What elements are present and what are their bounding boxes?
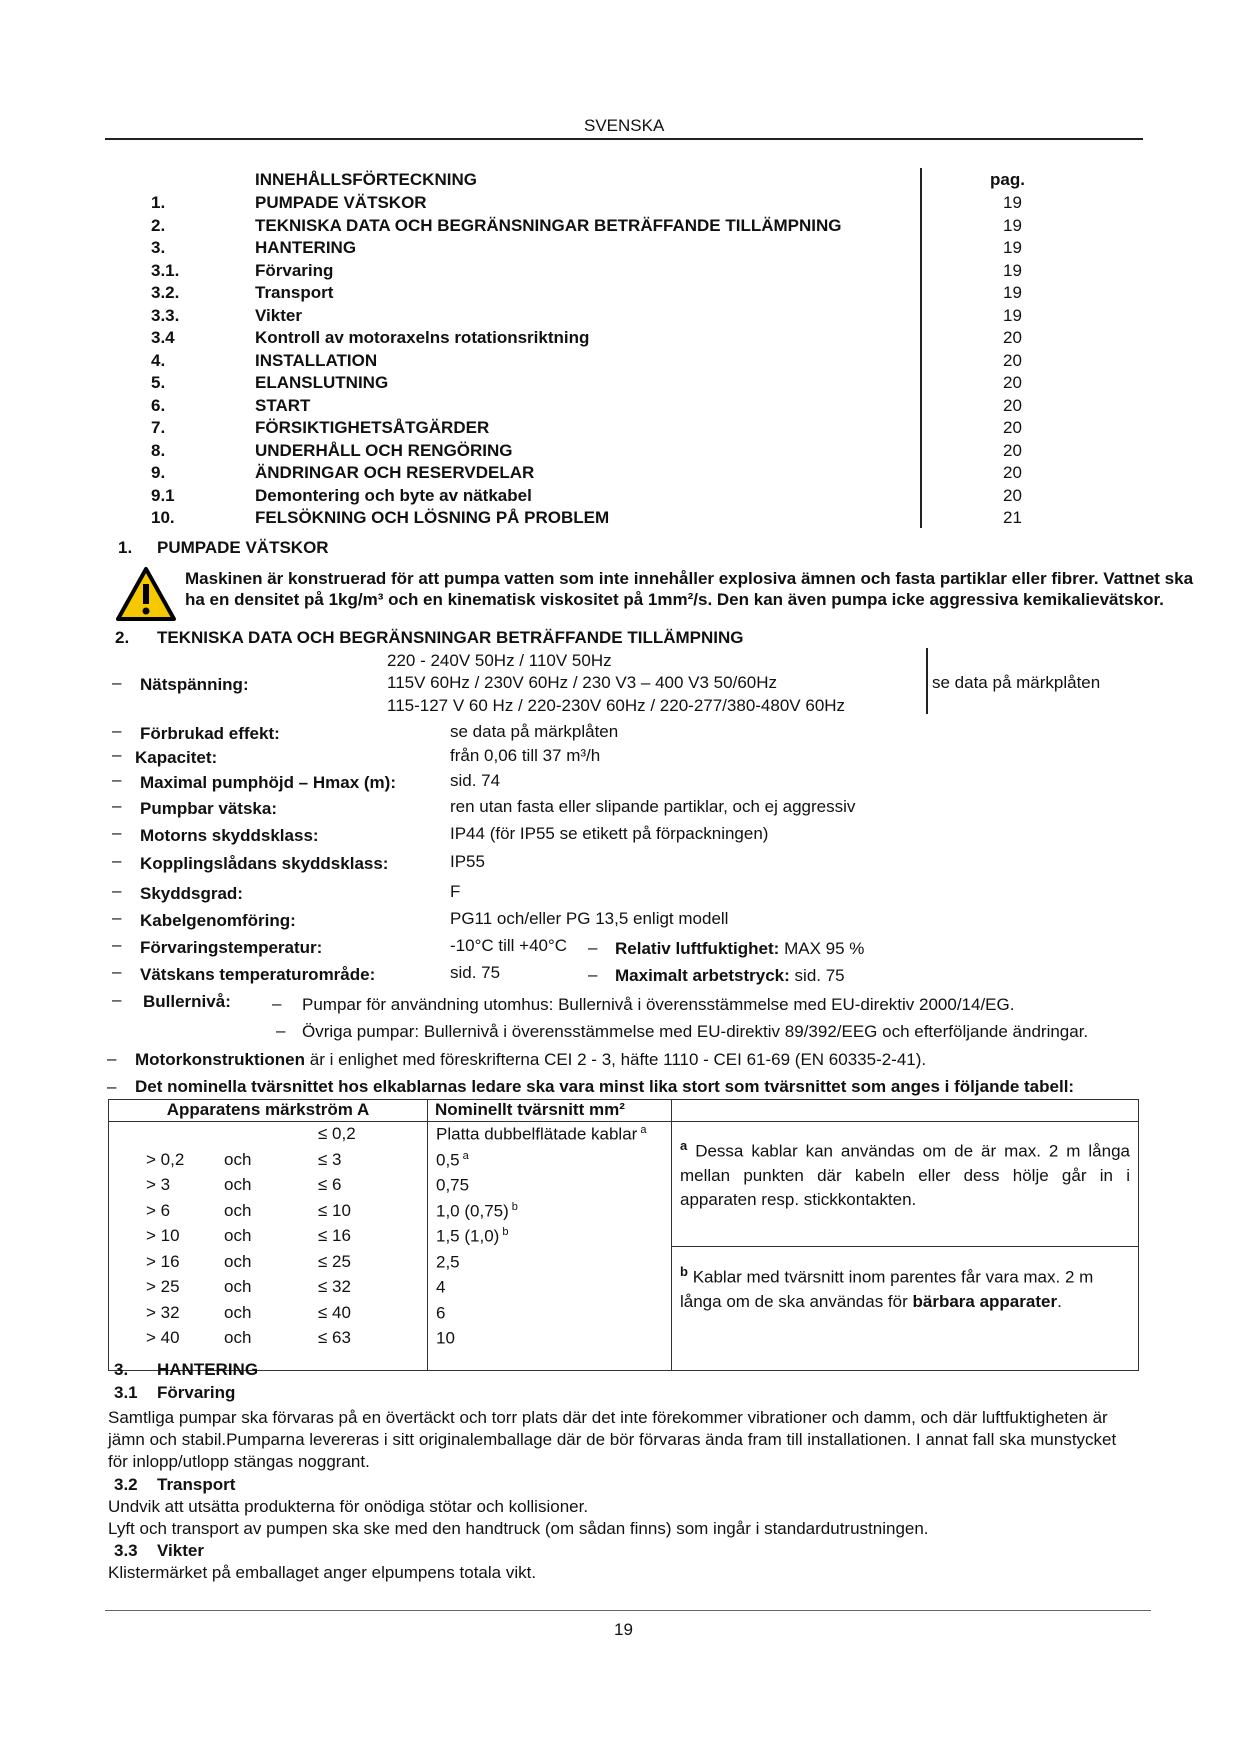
dash-bullet: – [112, 770, 122, 789]
noise-label: Bullernivå: [143, 992, 231, 1011]
section-value-cell [436, 1175, 472, 1196]
toc-number: 5. [151, 373, 166, 392]
current-to: ≤ 40 [318, 1302, 351, 1322]
toc-row [0, 351, 1241, 373]
note-b-text: Kablar med tvärsnitt inom parentes får vara max. 2 m långa om de ska användas för [680, 1267, 1094, 1311]
language-header: SVENSKA [584, 116, 665, 135]
dash-bullet: – [112, 935, 122, 954]
page-number: 19 [614, 1620, 633, 1639]
toc-row [0, 463, 1241, 485]
section-value-cell [436, 1252, 463, 1273]
s2-title: TEKNISKA DATA OCH BEGRÄNSNINGAR BETRÄFFANDE TILLÄMPNING [157, 628, 744, 647]
warning-triangle-icon [115, 566, 177, 622]
spec-label: Vätskans temperaturområde: [140, 965, 376, 984]
current-to: ≤ 10 [318, 1200, 351, 1220]
toc-row [0, 193, 1241, 215]
toc-entry-title: Kontroll av motoraxelns rotationsriktning [255, 328, 590, 347]
toc-page: 19 [1003, 238, 1022, 257]
section-value: 4 [436, 1277, 446, 1297]
humidity-value: MAX 95 % [784, 939, 865, 958]
dash-bullet: – [112, 908, 122, 927]
toc-number: 7. [151, 418, 166, 437]
current-and: och [224, 1251, 252, 1271]
header-notes [672, 1100, 1139, 1122]
spec-value: IP55 [450, 852, 485, 871]
current-from: > 3 [146, 1175, 171, 1194]
spec-label: Skyddsgrad: [140, 884, 243, 903]
footnote-mark: b [511, 1200, 518, 1213]
toc-row [0, 216, 1241, 238]
toc-page: 20 [1003, 485, 1022, 505]
current-and: och [224, 1302, 252, 1322]
note-a-text: Dessa kablar kan användas om de är max. 2 m långa mellan punkten där kabeln eller dess hölje går in i apparaten resp. stickkontakten. [680, 1141, 1130, 1209]
toc-entry-title: START [255, 395, 311, 415]
footnote-mark: a [462, 1149, 469, 1162]
toc-row [0, 441, 1241, 463]
note-b-mark: b [680, 1264, 688, 1279]
noise-line-1: Pumpar för användning utomhus: Bullernivå i överensstämmelse med EU-direktiv 2000/14/EG. [302, 995, 1015, 1014]
toc-number: 3.2. [151, 283, 180, 302]
notes-divider [672, 1246, 1138, 1247]
dash-bullet: – [107, 1049, 117, 1068]
dash-bullet: – [588, 938, 598, 957]
section-value-cell [436, 1124, 646, 1145]
current-from: > 6 [146, 1200, 171, 1220]
toc-row [0, 261, 1241, 283]
spec-label: Kopplingslådans skyddsklass: [140, 854, 389, 873]
dash-bullet: – [112, 721, 122, 740]
dash-bullet: – [112, 673, 122, 692]
toc-number: 1. [151, 193, 166, 212]
current-from: > 10 [146, 1226, 180, 1245]
notes-col [672, 1122, 1139, 1371]
toc-row [0, 283, 1241, 305]
toc-number: 9. [151, 463, 166, 482]
spec-value: sid. 74 [450, 771, 501, 790]
toc-page: 19 [1003, 305, 1022, 325]
section-value: 10 [436, 1328, 455, 1348]
toc-number: 10. [151, 508, 175, 527]
toc-entry-title: FELSÖKNING OCH LÖSNING PÅ PROBLEM [255, 508, 610, 527]
section-value: 0,75 [436, 1175, 470, 1195]
toc-number: 3. [151, 238, 166, 257]
dash-bullet: – [276, 1021, 286, 1040]
spec-value: IP44 (för IP55 se etikett på förpackningen) [450, 824, 769, 843]
s1-title: PUMPADE VÄTSKOR [157, 538, 329, 557]
toc-row [0, 238, 1241, 260]
header-current: Apparatens märkström A [109, 1100, 428, 1122]
section-value-cell [436, 1150, 469, 1171]
toc-number: 4. [151, 350, 166, 370]
current-and: och [224, 1277, 252, 1296]
current-to: ≤ 0,2 [318, 1124, 356, 1143]
spec-label: Kabelgenomföring: [140, 911, 296, 930]
note-a-mark: a [680, 1138, 688, 1153]
voltage-note: se data på märkplåten [932, 673, 1101, 692]
spec-label: Maximal pumphöjd – Hmax (m): [140, 773, 396, 792]
motor-text: är i enlighet med föreskrifterna CEI 2 - 3, häfte 1110 - CEI 61-69 (EN 60335-2-41). [309, 1050, 927, 1069]
toc-page: 20 [1003, 418, 1022, 437]
spec-label: Förvaringstemperatur: [140, 938, 323, 957]
current-to: ≤ 63 [318, 1328, 351, 1347]
spec-value: se data på märkplåten [450, 722, 619, 741]
s1-text-line1: Maskinen är konstruerad för att pumpa vatten som inte innehåller explosiva ämnen och fasta partiklar eller fibrer. Vattnet ska [185, 569, 1194, 588]
spec-label: Pumpbar vätska: [140, 799, 277, 818]
toc-entry-title: HANTERING [255, 238, 357, 257]
dash-bullet: – [112, 990, 122, 1009]
section-value-cell [436, 1226, 508, 1247]
dash-bullet: – [112, 745, 122, 764]
header-section: Nominellt tvärsnitt mm² [428, 1100, 672, 1122]
toc-entry-title: INSTALLATION [255, 350, 378, 370]
current-and: och [224, 1328, 252, 1347]
s3-num: 3. [114, 1360, 129, 1379]
header-rule [105, 138, 1143, 140]
toc-entry-title: ÄNDRINGAR OCH RESERVDELAR [255, 463, 535, 482]
toc-entry-title: ELANSLUTNING [255, 373, 389, 392]
toc-entry-title: Transport [255, 283, 334, 302]
footnote-mark: b [502, 1226, 509, 1238]
dash-bullet: – [272, 994, 282, 1013]
voltage-line-3: 115-127 V 60 Hz / 220-230V 60Hz / 220-277/380-480V 60Hz [387, 696, 846, 715]
current-from: > 32 [146, 1302, 180, 1322]
spec-value: -10°C till +40°C [450, 936, 568, 955]
s1-num: 1. [118, 538, 133, 557]
pressure-value: sid. 75 [794, 966, 845, 985]
noise-line-2: Övriga pumpar: Bullernivå i överensstämmelse med EU-direktiv 89/392/EEG och efterföljande ändringar. [302, 1022, 1089, 1041]
current-to: ≤ 3 [318, 1149, 342, 1169]
toc-page: 20 [1003, 328, 1022, 347]
footnote-mark: a [640, 1124, 647, 1136]
s2-num: 2. [115, 628, 130, 647]
cable-intro: Det nominella tvärsnittet hos elkablarnas ledare ska vara minst lika stort som tvärsnittet som anges i följande tabell: [135, 1077, 1075, 1096]
toc-number: 6. [151, 395, 166, 415]
s3-title: HANTERING [157, 1360, 259, 1379]
current-to: ≤ 32 [318, 1277, 351, 1296]
current-from: > 16 [146, 1251, 180, 1271]
dash-bullet: – [107, 1077, 117, 1096]
dash-bullet: – [112, 881, 122, 900]
spec-value: ren utan fasta eller slipande partiklar, och ej aggressiv [450, 797, 856, 816]
section-value-cell [436, 1277, 448, 1298]
toc-page: 19 [1003, 260, 1022, 280]
toc-entry-title: FÖRSIKTIGHETSÅTGÄRDER [255, 418, 490, 437]
pressure-label: Maximalt arbetstryck: [615, 966, 790, 985]
s3-3-title: Vikter [157, 1541, 204, 1560]
toc-row [0, 418, 1241, 440]
dash-bullet: – [112, 823, 122, 842]
s1-text-line2: ha en densitet på 1kg/m³ och en kinematisk viskositet på 1mm²/s. Den kan även pumpa icke aggressiva kemikalievätskor. [185, 590, 1164, 609]
current-from: > 25 [146, 1277, 180, 1296]
toc-row [0, 486, 1241, 508]
dash-bullet: – [588, 965, 598, 984]
current-and: och [224, 1149, 252, 1169]
dash-bullet: – [112, 962, 122, 981]
humidity-label: Relativ luftfuktighet: [615, 939, 780, 958]
toc-entry-title: Förvaring [255, 260, 334, 280]
toc-entry-title: Vikter [255, 305, 302, 325]
toc-page: 19 [1003, 193, 1022, 212]
spec-value: F [450, 882, 461, 901]
spec-value: PG11 och/eller PG 13,5 enligt modell [450, 909, 729, 928]
toc-row [0, 396, 1241, 418]
cable-section-table [108, 1099, 1139, 1371]
s3-1-num: 3.1 [114, 1383, 138, 1402]
s3-2-line1: Undvik att utsätta produkterna för onödiga stötar och kollisioner. [108, 1497, 589, 1516]
spec-label: Förbrukad effekt: [140, 724, 280, 743]
motor-construction [135, 1050, 926, 1070]
s3-1-text: Samtliga pumpar ska förvaras på en övertäckt och torr plats där det inte förekommer vibrationer och damm, och där luftfuktigheten är jämn och stabil.Pumparna levereras i sitt originalemballage där de bör förvaras ända fram till installationen. I annat fall ska munstycket för inlopp/utlopp stängas noggrant. [108, 1408, 1117, 1471]
toc-number: 8. [151, 440, 166, 460]
toc-page: 19 [1003, 283, 1022, 302]
toc-page-label: pag. [990, 170, 1025, 189]
toc-row [0, 306, 1241, 328]
note-b [680, 1260, 1130, 1314]
dash-bullet: – [112, 796, 122, 815]
toc-entry-title: Demontering och byte av nätkabel [255, 485, 532, 505]
s3-1-title: Förvaring [157, 1383, 236, 1402]
toc-page: 20 [1003, 463, 1022, 482]
toc-title: INNEHÅLLSFÖRTECKNING [255, 170, 477, 189]
toc-number: 3.4 [151, 328, 175, 347]
current-and: och [224, 1226, 252, 1245]
s3-2-line2: Lyft och transport av pumpen ska ske med den handtruck (om sådan finns) som ingår i standardutrustningen. [108, 1519, 929, 1538]
current-to: ≤ 6 [318, 1175, 342, 1194]
s3-3-num: 3.3 [114, 1541, 138, 1560]
toc-page: 19 [1003, 215, 1022, 235]
spec-label: Motorns skyddsklass: [140, 826, 319, 845]
section-value: 2,5 [436, 1252, 460, 1272]
section-value-cell [436, 1201, 518, 1222]
note-b-end: . [1057, 1291, 1062, 1311]
s3-3-text: Klistermärket på emballaget anger elpumpens totala vikt. [108, 1563, 537, 1582]
toc-row [0, 508, 1241, 530]
toc-number: 3.3. [151, 305, 180, 325]
current-and: och [224, 1200, 252, 1220]
spec-value: från 0,06 till 37 m³/h [450, 746, 601, 765]
note-b-bold: bärbara apparater [912, 1291, 1058, 1311]
current-and: och [224, 1175, 252, 1194]
section-col [428, 1122, 672, 1371]
pressure-spec [615, 966, 845, 986]
toc-entry-title: UNDERHÅLL OCH RENGÖRING [255, 440, 513, 460]
voltage-divider [926, 648, 928, 714]
toc-number: 3.1. [151, 260, 180, 280]
section-value: Platta dubbelflätade kablar [436, 1124, 638, 1144]
current-to: ≤ 16 [318, 1226, 351, 1245]
toc-number: 2. [151, 215, 166, 235]
footer-rule [105, 1610, 1151, 1611]
toc-page: 21 [1003, 508, 1022, 527]
section-value-cell [436, 1328, 458, 1349]
toc-page: 20 [1003, 373, 1022, 392]
toc-page: 20 [1003, 440, 1022, 460]
toc-page: 20 [1003, 395, 1022, 415]
spec-label: Kapacitet: [135, 748, 218, 767]
voltage-line-2: 115V 60Hz / 230V 60Hz / 230 V3 – 400 V3 50/60Hz [387, 673, 778, 692]
spec-value: sid. 75 [450, 963, 501, 982]
toc-entry-title: TEKNISKA DATA OCH BEGRÄNSNINGAR BETRÄFFANDE TILLÄMPNING [255, 215, 842, 235]
toc-number: 9.1 [151, 485, 175, 505]
section-value: 1,5 (1,0) [436, 1226, 500, 1246]
section-value-cell [436, 1303, 448, 1324]
current-from: > 40 [146, 1328, 180, 1347]
s3-2-title: Transport [157, 1475, 236, 1494]
voltage-line-1: 220 - 240V 50Hz / 110V 50Hz [387, 651, 612, 670]
current-to: ≤ 25 [318, 1251, 351, 1271]
humidity-spec [615, 939, 864, 959]
toc-entry-title: PUMPADE VÄTSKOR [255, 193, 427, 212]
note-a [680, 1134, 1130, 1212]
current-col [109, 1122, 428, 1371]
dash-bullet: – [112, 851, 122, 870]
section-value: 6 [436, 1303, 446, 1323]
voltage-label: Nätspänning: [140, 675, 249, 694]
current-from: > 0,2 [146, 1149, 185, 1169]
toc-row [0, 373, 1241, 395]
toc-page: 20 [1003, 350, 1022, 370]
section-value: 1,0 (0,75) [436, 1201, 509, 1221]
s3-2-num: 3.2 [114, 1475, 138, 1494]
toc-row [0, 328, 1241, 350]
motor-label: Motorkonstruktionen [135, 1050, 305, 1069]
section-value: 0,5 [436, 1150, 460, 1170]
